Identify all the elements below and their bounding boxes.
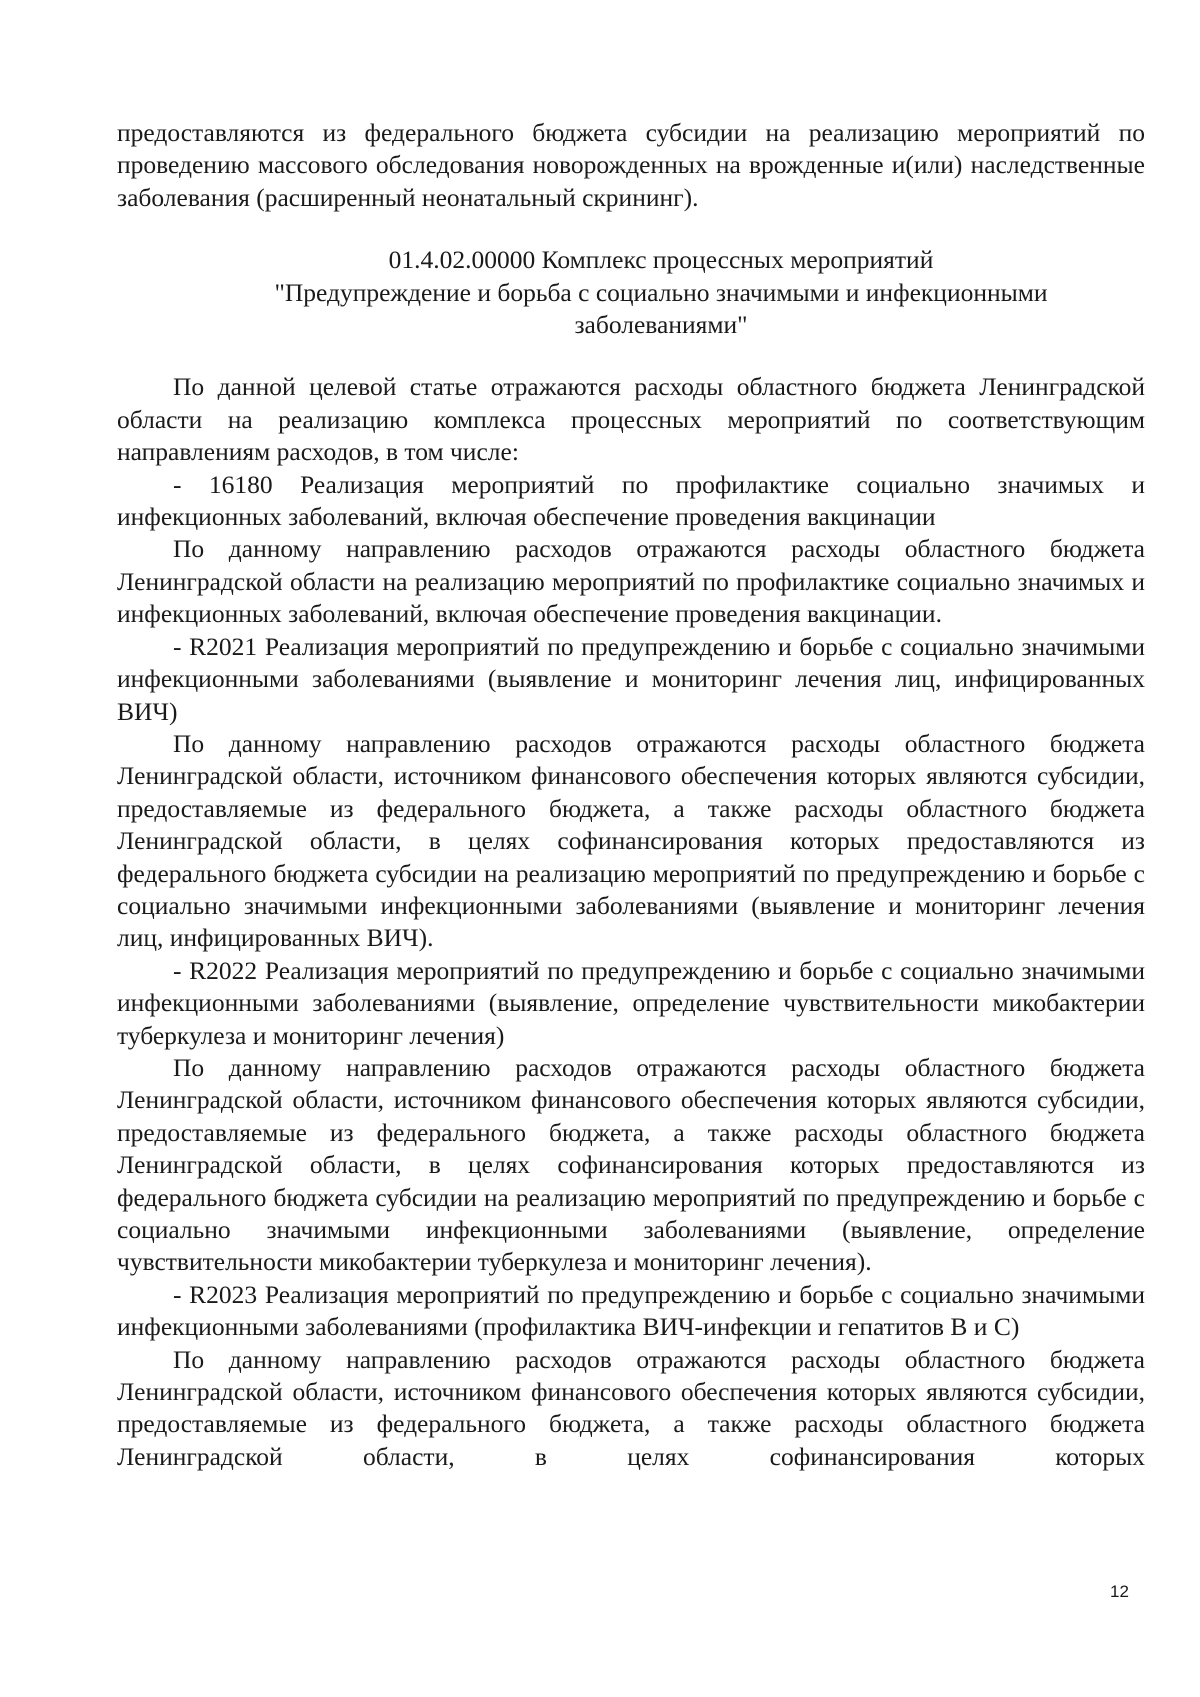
list-item-r2021: - R2021 Реализация мероприятий по предупреждению и борьбе с социально значимыми инфекционными заболеваниями (выявление и мониторинг лечения лиц, инфицированных ВИЧ) <box>117 631 1145 726</box>
paragraph-target-article: По данной целевой статье отражаются расходы областного бюджета Ленинградской области на реализацию комплекса процессных мероприятий по соответствующим направлениям расходов, в том числе: <box>117 372 1145 467</box>
intro-paragraph: предоставляются из федерального бюджета субсидии на реализацию мероприятий по проведению массового обследования новорожденных на врожденные и(или) наследственные заболевания (расширенный неонатальный скрининг). <box>117 118 1145 212</box>
heading-line-3: заболеваниями" <box>574 310 748 340</box>
paragraph-r2021-description: По данному направлению расходов отражаются расходы областного бюджета Ленинградской области, источником финансового обеспечения которых являются субсидии, предоставляемые из федерального бюджета, а также расходы областного бюджета Ленинградской области, в целях софинансирования которых предоставляются из федерального бюджета субсидии на реализацию мероприятий по предупреждению и борьбе с социально значимыми инфекционными заболеваниями (выявление и мониторинг лечения лиц, инфицированных ВИЧ). <box>117 728 1145 953</box>
paragraph-16180-description: По данному направлению расходов отражаются расходы областного бюджета Ленинградской области на реализацию мероприятий по профилактике социально значимых и инфекционных заболеваний, включая обеспечение проведения вакцинации. <box>117 534 1145 629</box>
document-page <box>117 117 1145 1473</box>
paragraph-r2022-description: По данному направлению расходов отражаются расходы областного бюджета Ленинградской области, источником финансового обеспечения которых являются субсидии, предоставляемые из федерального бюджета, а также расходы областного бюджета Ленинградской области, в целях софинансирования которых предоставляются из федерального бюджета субсидии на реализацию мероприятий по предупреждению и борьбе с социально значимыми инфекционными заболеваниями (выявление, определение чувствительности микобактерии туберкулеза и мониторинг лечения). <box>117 1052 1145 1277</box>
paragraph-r2023-description: По данному направлению расходов отражаются расходы областного бюджета Ленинградской области, источником финансового обеспечения которых являются субсидии, предоставляемые из федерального бюджета, а также расходы областного бюджета Ленинградской области, в целях софинансирования которых <box>117 1344 1145 1471</box>
page-number: 12 <box>1110 1582 1129 1601</box>
section-heading <box>117 244 1145 341</box>
list-item-r2023: - R2023 Реализация мероприятий по предупреждению и борьбе с социально значимыми инфекционными заболеваниями (профилактика ВИЧ-инфекции и гепатитов В и С) <box>117 1279 1145 1342</box>
heading-line-1: 01.4.02.00000 Комплекс процессных мероприятий <box>388 245 934 275</box>
list-item-r2022: - R2022 Реализация мероприятий по предупреждению и борьбе с социально значимыми инфекционными заболеваниями (выявление, определение чувствительности микобактерии туберкулеза и мониторинг лечения) <box>117 955 1145 1050</box>
list-item-16180: - 16180 Реализация мероприятий по профилактике социально значимых и инфекционных заболеваний, включая обеспечение проведения вакцинации <box>117 469 1145 532</box>
heading-line-2: "Предупреждение и борьба с социально значимыми и инфекционными <box>274 277 1048 307</box>
